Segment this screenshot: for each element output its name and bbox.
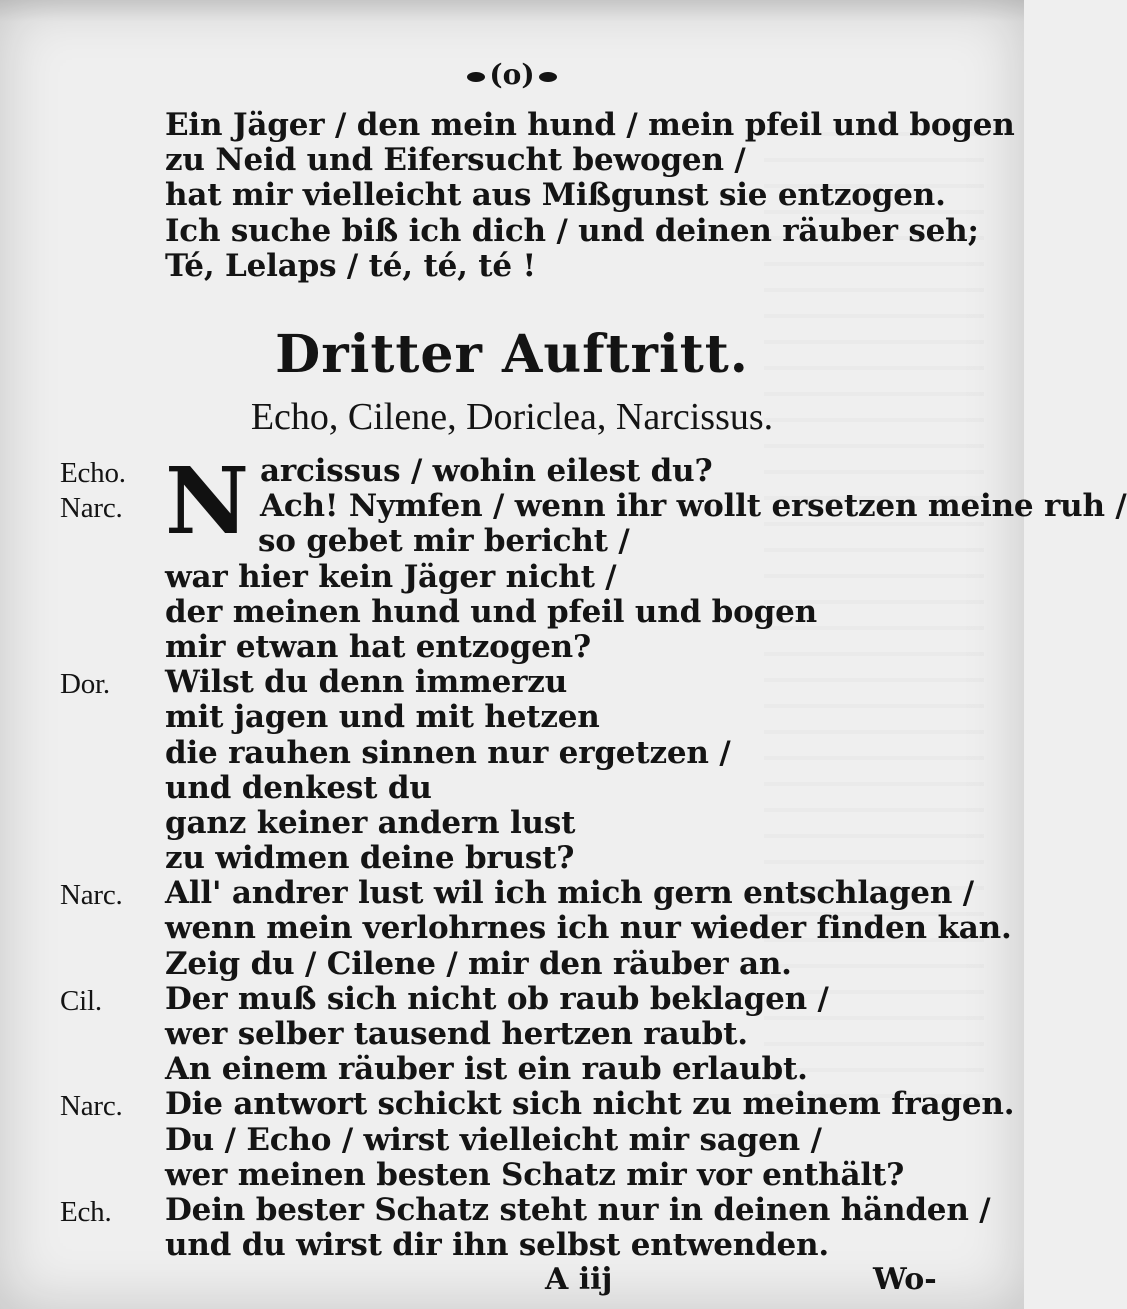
verse-line: Té, Lelaps / té, té, té !: [165, 247, 536, 284]
drop-cap: N: [164, 447, 250, 555]
dialogue-line: [0, 841, 1024, 876]
ornament-right-icon: [539, 72, 557, 82]
line-text: war hier kein Jäger nicht /: [165, 558, 617, 595]
ornament-left-icon: [467, 72, 485, 82]
dialogue-line: [0, 665, 1024, 700]
opening-verse: [0, 108, 1024, 284]
scene-title: Dritter Auftritt.: [275, 324, 749, 385]
dialogue-line: [0, 806, 1024, 841]
verse-line: Ich suche biß ich dich / und deinen räuber seh;: [165, 212, 979, 249]
signature-mark: A iij: [545, 1262, 613, 1297]
speaker-label: Dor.: [60, 668, 110, 701]
page-number: (o): [489, 58, 535, 91]
line-text: Zeig du / Cilene / mir den räuber an.: [165, 945, 792, 982]
dialogue-line: [0, 595, 1024, 630]
speaker-label: Narc.: [60, 492, 123, 525]
line-text: die rauhen sinnen nur ergetzen /: [165, 734, 731, 771]
line-text: mit jagen und mit hetzen: [165, 699, 600, 736]
dialogue-line: [0, 1017, 1024, 1052]
line-text: An einem räuber ist ein raub erlaubt.: [165, 1051, 808, 1088]
dialogue-line: [0, 1087, 1024, 1122]
verse-line: hat mir vielleicht aus Mißgunst sie entzogen.: [165, 177, 946, 214]
speaker-label: Narc.: [60, 879, 123, 912]
line-text: Wilst du denn immerzu: [165, 664, 568, 701]
line-text: wer selber tausend hertzen raubt.: [165, 1016, 748, 1052]
dialogue-line: [0, 1052, 1024, 1087]
line-text: Die antwort schickt sich nicht zu meinem fragen.: [165, 1086, 1015, 1123]
dialogue-line: [0, 911, 1024, 946]
dialogue-line: [0, 876, 1024, 911]
line-text: Du / Echo / wirst vielleicht mir sagen /: [165, 1121, 822, 1158]
line-text: arcissus / wohin eilest du?: [260, 453, 713, 489]
dialogue-line: [0, 488, 1127, 525]
verse-line: Ein Jäger / den mein hund / mein pfeil und bogen: [165, 107, 1015, 143]
line-text: zu widmen deine brust?: [165, 840, 575, 877]
line-text: wer meinen besten Schatz mir vor enthält?: [165, 1156, 905, 1193]
line-text: und denkest du: [165, 769, 432, 806]
cast-list: Echo, Cilene, Doriclea, Narcissus.: [250, 396, 774, 438]
line-text: und du wirst dir ihn selbst entwenden.: [165, 1227, 829, 1264]
dialogue-line: [0, 736, 1024, 771]
line-text: ganz keiner andern lust: [165, 804, 576, 841]
dialogue-line: [0, 947, 1024, 982]
dialogue-line: [0, 1228, 1024, 1263]
dialogue-line: [0, 1123, 1024, 1158]
catchword: Wo-: [873, 1262, 937, 1297]
line-text: mir etwan hat entzogen?: [165, 628, 591, 665]
dialogue: [0, 447, 1127, 1264]
dialogue-line: [0, 630, 1024, 665]
dialogue-line: [0, 1193, 1024, 1228]
line-text: Dein bester Schatz steht nur in deinen händen /: [165, 1191, 991, 1228]
speaker-label: Narc.: [60, 1090, 123, 1123]
dialogue-line: [0, 524, 1024, 559]
verse-line: zu Neid und Eifersucht bewogen /: [165, 142, 746, 179]
page-header: [0, 58, 1024, 91]
speaker-label: Echo.: [60, 457, 126, 489]
line-text: All' andrer lust wil ich mich gern entschlagen /: [165, 875, 974, 912]
page-top-shadow: [0, 0, 1024, 22]
dialogue-line: [0, 982, 1024, 1017]
dialogue-line: [0, 771, 1024, 806]
dialogue-line: [0, 560, 1024, 595]
line-text: der meinen hund und pfeil und bogen: [165, 593, 817, 630]
line-text: wenn mein verlohrnes ich nur wieder finden kan.: [165, 910, 1012, 947]
dialogue-line: [0, 454, 1024, 489]
speaker-label: Cil.: [60, 984, 102, 1017]
speaker-label: Ech.: [60, 1195, 112, 1228]
dialogue-line: [0, 1158, 1024, 1193]
dialogue-line: [0, 700, 1024, 735]
line-text: Ach! Nymfen / wenn ihr wollt ersetzen meine ruh /: [260, 488, 1127, 525]
line-text: so gebet mir bericht /: [258, 523, 630, 560]
line-text: Der muß sich nicht ob raub beklagen /: [165, 980, 829, 1017]
